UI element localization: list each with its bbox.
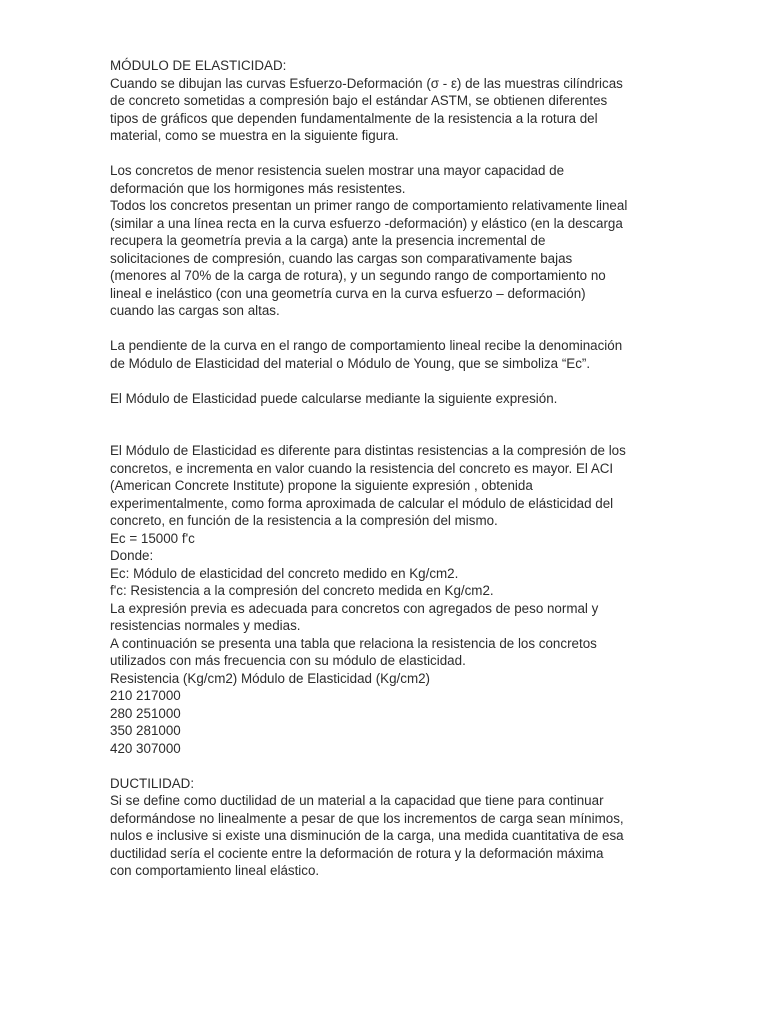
- heading-ductilidad: DUCTILIDAD:: [110, 775, 195, 791]
- text-line: La expresión previa es adecuada para concretos con agregados de peso normal y: [110, 600, 599, 616]
- spacer: [110, 372, 728, 390]
- text-line: ductilidad sería el cociente entre la deformación de rotura y la deformación máxima: [110, 845, 604, 861]
- text-line: de concreto sometidas a compresión bajo el estándar ASTM, se obtienen diferentes: [110, 93, 608, 108]
- text-line: concreto, en función de la resistencia a la compresión del mismo.: [110, 513, 498, 528]
- text-line: deformándose no linealmente a pesar de que los incrementos de carga sean mínimos,: [110, 810, 624, 826]
- section-expresion: [110, 390, 728, 408]
- text-line: Donde:: [110, 548, 154, 563]
- text-line: El Módulo de Elasticidad puede calcularse mediante la siguiente expresión.: [110, 390, 558, 406]
- text-line: Todos los concretos presentan un primer rango de comportamiento relativamente lineal: [110, 198, 628, 213]
- text-line: Los concretos de menor resistencia suelen mostrar una mayor capacidad de: [110, 163, 565, 178]
- text-line: (similar a una línea recta en la curva esfuerzo -deformación) y elástico (en la descarga: [110, 215, 623, 231]
- text-line: utilizados con más frecuencia con su módulo de elasticidad.: [110, 653, 466, 668]
- text-line: Si se define como ductilidad de un material a la capacidad que tiene para continuar: [110, 793, 604, 808]
- text-line: concretos, e incrementa en valor cuando la resistencia del concreto es mayor. El ACI: [110, 460, 614, 476]
- text-line: con comportamiento lineal elástico.: [110, 863, 320, 878]
- text-line: tipos de gráficos que dependen fundamentalmente de la resistencia a la rotura del: [110, 110, 598, 126]
- text-line: f'c: Resistencia a la compresión del concreto medida en Kg/cm2.: [110, 583, 494, 598]
- text-line: Cuando se dibujan las curvas Esfuerzo-Deformación (σ - ε) de las muestras cilíndricas: [110, 75, 623, 91]
- table-row-line: 280 251000: [110, 705, 181, 721]
- text-line: (menores al 70% de la carga de rotura), y un segundo rango de comportamiento no: [110, 268, 606, 283]
- text-line: deformación que los hormigones más resistentes.: [110, 180, 406, 196]
- section-pendiente: [110, 337, 728, 372]
- table-row-line: 350 281000: [110, 723, 181, 738]
- heading-modulo-elasticidad: MÓDULO DE ELASTICIDAD:: [110, 58, 287, 73]
- text-line: El Módulo de Elasticidad es diferente para distintas resistencias a la compresión de los: [110, 443, 626, 458]
- text-line: La pendiente de la curva en el rango de comportamiento lineal recibe la denominación: [110, 338, 623, 353]
- text-line: lineal e inelástico (con una geometría curva en la curva esfuerzo – deformación): [110, 285, 586, 301]
- table-row-line: 210 217000: [110, 688, 181, 703]
- text-line: Ec: Módulo de elasticidad del concreto medido en Kg/cm2.: [110, 565, 459, 581]
- text-line: experimentalmente, como forma aproximada de calcular el módulo de elásticidad del: [110, 495, 614, 511]
- section-comportamiento: [110, 162, 728, 320]
- text-line: solicitaciones de compresión, cuando las cargas son comparativamente bajas: [110, 250, 573, 266]
- spacer: [110, 145, 728, 163]
- text-line: nulos e inclusive si existe una disminución de la carga, una medida cuantitativa de esa: [110, 828, 624, 843]
- text-line: cuando las cargas son altas.: [110, 303, 280, 318]
- section-aci: [110, 442, 728, 757]
- spacer: [110, 757, 728, 775]
- table-row-line: 420 307000: [110, 740, 181, 756]
- text-line: A continuación se presenta una tabla que relaciona la resistencia de los concretos: [110, 635, 597, 651]
- table-header-line: Resistencia (Kg/cm2) Módulo de Elasticidad (Kg/cm2): [110, 670, 431, 686]
- section-modulo-elasticidad-intro: [110, 57, 728, 145]
- text-line: material, como se muestra en la siguiente figura.: [110, 128, 399, 143]
- spacer: [110, 320, 728, 338]
- section-ductilidad: [110, 775, 728, 880]
- text-line: resistencias normales y medias.: [110, 618, 301, 633]
- text-line: recupera la geometría previa a la carga) ante la presencia incremental de: [110, 233, 546, 248]
- text-line: (American Concrete Institute) propone la siguiente expresión , obtenida: [110, 478, 533, 493]
- formula-line: Ec = 15000 f'c: [110, 530, 195, 546]
- spacer: [110, 407, 728, 442]
- text-line: de Módulo de Elasticidad del material o Módulo de Young, que se simboliza “Ec”.: [110, 355, 591, 371]
